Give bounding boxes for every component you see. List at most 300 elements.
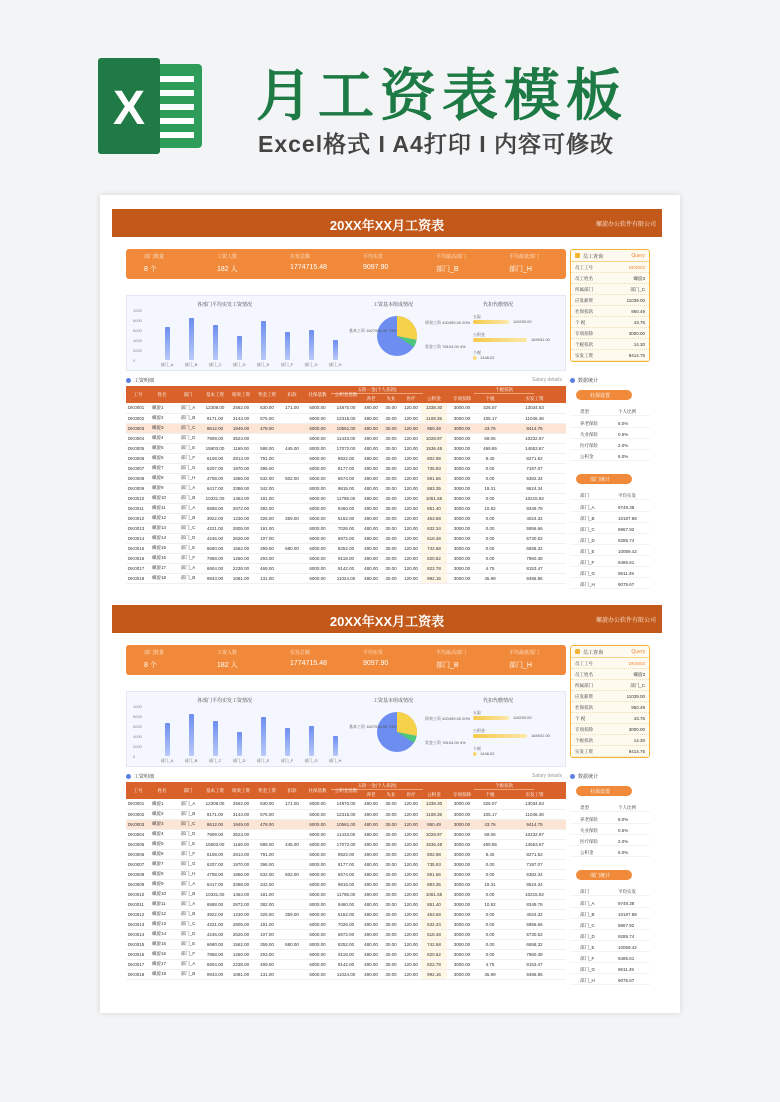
table-cell: 30.00	[381, 493, 401, 503]
table-cell: 部门_A	[174, 503, 202, 513]
company-name: 螺旋办公软件有限公司	[595, 618, 656, 624]
table-cell: 6588.00	[202, 503, 228, 513]
table-row[interactable]	[126, 463, 566, 473]
company-name: 螺旋办公软件有限公司	[595, 222, 656, 228]
table-row[interactable]	[126, 849, 566, 859]
table-row[interactable]	[126, 443, 566, 453]
table-cell: 7026.00	[331, 919, 361, 929]
table-row[interactable]	[126, 919, 566, 929]
table-cell: 591.66	[421, 869, 447, 879]
stat-key: 部门_A	[580, 505, 595, 510]
column-header: 社保基数	[308, 788, 327, 793]
table-row[interactable]	[126, 423, 566, 433]
stat-key: 医疗保险	[580, 839, 598, 844]
list-icon	[126, 774, 131, 779]
table-row[interactable]	[126, 503, 566, 513]
column-header: 失业	[386, 396, 396, 401]
table-cell: 8.40	[477, 453, 503, 463]
table-row[interactable]	[126, 829, 566, 839]
table-cell: 30.00	[381, 473, 401, 483]
table-cell: 3000.00	[447, 513, 477, 523]
table-row[interactable]	[126, 413, 566, 423]
table-row[interactable]	[126, 453, 566, 463]
table-cell: 6108.00	[202, 849, 228, 859]
table-cell: 30.00	[381, 443, 401, 453]
kpi-total: 实发总额 1774715.48	[290, 650, 327, 667]
table-cell: 螺旋11	[150, 899, 174, 909]
withholding-bar	[473, 338, 527, 342]
table-cell: 1108.35	[421, 809, 447, 819]
bar-部门_G	[309, 726, 314, 756]
table-row[interactable]	[126, 929, 566, 939]
table-cell: 120.00	[401, 473, 421, 483]
column-header: 公积金基数	[334, 392, 358, 397]
stat-key: 部门_G	[580, 967, 596, 972]
table-cell: 螺旋3	[150, 819, 174, 829]
query-row	[571, 746, 649, 757]
table-cell	[280, 453, 304, 463]
table-cell: 11024.00	[331, 969, 361, 979]
dept-row	[570, 931, 650, 941]
table-cell: 3000.00	[447, 463, 477, 473]
table-cell: 8271.62	[503, 453, 566, 463]
table-cell: 9171.00	[202, 413, 228, 423]
table-row[interactable]	[126, 433, 566, 443]
table-cell: 680.00	[280, 939, 304, 949]
table-cell: 3000.00	[447, 859, 477, 869]
table-cell: 30.00	[381, 799, 401, 809]
table-cell: 30.00	[381, 929, 401, 939]
table-cell: 6417.00	[202, 483, 228, 493]
table-row[interactable]	[126, 859, 566, 869]
table-cell: 6000.00	[304, 563, 331, 573]
stat-value: 9867.92	[618, 923, 635, 928]
stat-value: 平均实发	[618, 889, 636, 894]
table-cell: 11433.00	[331, 433, 361, 443]
table-row[interactable]	[126, 493, 566, 503]
table-cell: 30.00	[381, 543, 401, 553]
table-cell: 2805.00	[228, 919, 254, 929]
table-cell: 43.76	[477, 423, 503, 433]
table-cell	[280, 919, 304, 929]
pie-label-base: 基本工资 1627096.00 74%	[349, 328, 397, 333]
table-row[interactable]	[126, 533, 566, 543]
table-cell: 6588.00	[202, 899, 228, 909]
table-cell: DK0015	[126, 939, 150, 949]
table-cell: DK0009	[126, 483, 150, 493]
query-value: 950.49	[631, 309, 645, 314]
stat-value: 9285.74	[618, 934, 635, 939]
stat-key: 失业保险	[580, 828, 598, 833]
social-row	[570, 429, 650, 439]
dept-row	[570, 535, 650, 545]
kpi-average: 平均实发 9097.90	[363, 650, 389, 667]
table-cell: 3144.00	[228, 413, 254, 423]
query-value: 螺旋3	[633, 276, 645, 281]
table-row[interactable]	[126, 819, 566, 829]
table-cell: 6000.00	[304, 849, 331, 859]
stat-value: 2.0%	[618, 443, 629, 448]
dept-stats-pill[interactable]: 部门统计	[576, 870, 632, 880]
bar-x-label: 部门_C	[208, 758, 222, 763]
table-cell	[280, 829, 304, 839]
table-cell: 6000.00	[304, 899, 331, 909]
table-cell: 480.00	[361, 819, 381, 829]
group-header-social: 五险一金(个人扣款)	[357, 783, 397, 788]
table-cell: 480.00	[361, 919, 381, 929]
withholding-label: 公积金	[473, 332, 485, 337]
social-row	[570, 418, 650, 428]
table-cell: 120.00	[401, 563, 421, 573]
column-header: 公积金	[427, 792, 441, 797]
table-cell	[280, 563, 304, 573]
table-cell: 10215.92	[503, 889, 566, 899]
table-cell: 120.00	[401, 413, 421, 423]
table-cell: 325.00	[254, 513, 280, 523]
table-cell: 105.17	[477, 413, 503, 423]
table-cell: 螺旋16	[150, 553, 174, 563]
table-cell: 螺旋10	[150, 889, 174, 899]
table-cell: 6000.00	[304, 809, 331, 819]
table-cell: 螺旋4	[150, 433, 174, 443]
table-cell: DK0001	[126, 403, 150, 413]
table-cell: 3000.00	[447, 423, 477, 433]
table-cell: DK0018	[126, 969, 150, 979]
table-cell: 2562.00	[228, 403, 254, 413]
table-cell: 9460.00	[331, 503, 361, 513]
dept-stats-pill[interactable]: 部门统计	[576, 474, 632, 484]
table-cell: DK0014	[126, 533, 150, 543]
query-icon	[575, 253, 580, 258]
query-value: 14.30	[633, 738, 645, 743]
table-row[interactable]	[126, 473, 566, 483]
table-cell: 480.00	[361, 799, 381, 809]
table-cell: 8922.00	[331, 849, 361, 859]
table-cell: 1970.00	[228, 859, 254, 869]
pie-label-performance: 绩效工资 420499.00 20%	[425, 716, 471, 721]
table-cell	[254, 433, 280, 443]
stat-value: 平均实发	[618, 493, 636, 498]
table-cell: 15903.00	[202, 443, 228, 453]
table-row[interactable]	[126, 513, 566, 523]
table-cell: 6904.00	[202, 959, 228, 969]
table-cell: 30.00	[381, 463, 401, 473]
table-cell: 10331.00	[202, 889, 228, 899]
table-cell: 480.00	[361, 523, 381, 533]
stat-value: 10059.42	[618, 945, 637, 950]
table-cell: 3000.00	[447, 869, 477, 879]
table-cell: 30.00	[381, 899, 401, 909]
query-icon	[575, 649, 580, 654]
table-cell: 11433.00	[331, 829, 361, 839]
table-row[interactable]	[126, 839, 566, 849]
dept-row	[570, 942, 650, 952]
table-cell: 30.00	[381, 403, 401, 413]
table-cell: 9943.00	[202, 969, 228, 979]
table-cell: 3000.00	[447, 483, 477, 493]
table-cell: DK0004	[126, 433, 150, 443]
column-header: 奖金工资	[258, 788, 276, 793]
stat-key: 部门_H	[580, 582, 595, 587]
dept-row	[570, 975, 650, 985]
table-cell: 480.00	[361, 543, 381, 553]
table-cell: 12308.00	[202, 403, 228, 413]
stat-value: 10187.88	[618, 912, 637, 917]
table-cell: 120.00	[401, 859, 421, 869]
table-cell: 0.00	[477, 473, 503, 483]
sheet-title: 20XX年XX月工资表	[329, 614, 445, 629]
query-value: 9414.75	[628, 353, 645, 358]
table-row[interactable]	[126, 553, 566, 563]
table-cell: 396.00	[254, 463, 280, 473]
query-row	[571, 724, 649, 735]
table-cell: 8177.00	[331, 463, 361, 473]
query-row	[571, 680, 649, 691]
table-cell: 3000.00	[447, 849, 477, 859]
stat-value: 9485.61	[618, 560, 635, 565]
table-cell: 120.00	[401, 879, 421, 889]
table-cell: 6872.00	[331, 929, 361, 939]
table-row[interactable]	[126, 879, 566, 889]
table-row[interactable]	[126, 969, 566, 979]
table-row[interactable]	[126, 809, 566, 819]
table-row[interactable]	[126, 959, 566, 969]
table-cell: 3000.00	[447, 819, 477, 829]
table-cell: 120.00	[401, 899, 421, 909]
table-cell: 0.00	[477, 493, 503, 503]
table-cell: 0.00	[477, 533, 503, 543]
table-cell	[280, 533, 304, 543]
bar-x-label: 部门_G	[304, 362, 318, 367]
table-row[interactable]	[126, 799, 566, 809]
stats-icon	[570, 378, 575, 383]
query-value: 11039.00	[626, 298, 645, 303]
stat-key: 部门_C	[580, 527, 595, 532]
table-cell: 9171.00	[202, 809, 228, 819]
table-cell: DK0015	[126, 543, 150, 553]
social-row	[570, 451, 650, 461]
table-cell: 5382.34	[503, 473, 566, 483]
table-cell: 8177.00	[331, 859, 361, 869]
table-cell: 6000.00	[304, 433, 331, 443]
table-cell	[280, 573, 304, 583]
table-cell: 9118.00	[331, 949, 361, 959]
table-cell: 480.00	[361, 839, 381, 849]
stat-value: 6.0%	[618, 850, 629, 855]
query-key: 实发工资	[575, 353, 593, 358]
table-cell: 480.00	[361, 443, 381, 453]
withholding-label: 五险	[473, 314, 481, 319]
table-cell: 3000.00	[447, 403, 477, 413]
table-cell	[280, 879, 304, 889]
table-cell	[280, 423, 304, 433]
table-cell: 螺旋17	[150, 959, 174, 969]
query-key: 员工姓名	[575, 672, 593, 677]
table-row[interactable]	[126, 573, 566, 583]
pie-chart-title: 工资基本组成情况	[373, 698, 414, 704]
bar-部门_E	[261, 321, 266, 360]
table-cell: DK0011	[126, 503, 150, 513]
table-cell: DK0007	[126, 859, 150, 869]
table-cell: 螺旋6	[150, 849, 174, 859]
pie-label-performance: 绩效工资 420499.00 20%	[425, 320, 471, 325]
table-cell: 480.00	[361, 889, 381, 899]
table-cell: 5956.66	[503, 523, 566, 533]
table-cell: 120.00	[401, 403, 421, 413]
table-cell: 1562.00	[228, 939, 254, 949]
table-cell: 30.00	[381, 909, 401, 919]
table-cell: 7909.00	[202, 433, 228, 443]
table-cell: DK0002	[126, 413, 150, 423]
bar-y-tick: 1000	[133, 308, 142, 313]
table-cell: 820.62	[421, 553, 447, 563]
table-cell: 30.00	[381, 959, 401, 969]
query-key: 专项扣除	[575, 727, 593, 732]
table-cell: 螺旋2	[150, 809, 174, 819]
table-cell: 1866.00	[228, 473, 254, 483]
table-cell: 181.00	[254, 493, 280, 503]
table-cell: 0.00	[477, 513, 503, 523]
table-cell: 0.00	[477, 859, 503, 869]
table-row[interactable]	[126, 523, 566, 533]
detail-section-tag: Salary details	[532, 377, 563, 383]
stat-value: 8.0%	[618, 421, 629, 426]
dept-row	[570, 964, 650, 974]
table-row[interactable]	[126, 563, 566, 573]
svg-text:X: X	[112, 82, 146, 135]
dept-row	[570, 920, 650, 930]
table-cell: 10331.00	[202, 493, 228, 503]
charts-panel	[126, 691, 566, 767]
table-cell: 6690.00	[202, 939, 228, 949]
stat-key: 医疗保险	[580, 443, 598, 448]
table-cell: 45.99	[477, 969, 503, 979]
table-cell: DK0003	[126, 819, 150, 829]
column-header: 个税	[485, 396, 495, 401]
table-cell: 469.00	[254, 959, 280, 969]
table-cell: 6000.00	[304, 573, 331, 583]
table-cell: 14870.00	[331, 799, 361, 809]
table-row[interactable]	[126, 543, 566, 553]
query-key: 个税扣款	[575, 342, 593, 347]
table-cell: 120.00	[401, 433, 421, 443]
table-row[interactable]	[126, 949, 566, 959]
query-row	[571, 350, 649, 361]
table-cell: 2626.00	[228, 533, 254, 543]
detail-section-title: 工资明细	[126, 773, 154, 780]
column-header: 社保基数	[308, 392, 327, 397]
table-cell: 7858.00	[202, 949, 228, 959]
table-cell: 6000.00	[304, 819, 331, 829]
query-key: 员工工号	[575, 661, 593, 666]
bar-部门_C	[213, 325, 218, 360]
dept-row	[570, 909, 650, 919]
bar-部门_G	[309, 330, 314, 360]
table-cell: 480.00	[361, 413, 381, 423]
dept-header-row	[570, 490, 650, 500]
bar-x-label: 部门_D	[232, 758, 246, 763]
query-row	[571, 691, 649, 702]
bar-chart-title: 各部门平均实发工资情况	[197, 302, 253, 308]
table-cell: 630.00	[254, 799, 280, 809]
table-cell: 8624.34	[503, 483, 566, 493]
table-cell: 6000.00	[304, 949, 331, 959]
table-row[interactable]	[126, 909, 566, 919]
table-row[interactable]	[126, 939, 566, 949]
query-row	[571, 273, 649, 284]
stat-value: 6.0%	[618, 454, 629, 459]
dept-row	[570, 898, 650, 908]
bar-部门_A	[165, 327, 170, 360]
table-cell: 3000.00	[447, 799, 477, 809]
table-cell: 480.00	[361, 929, 381, 939]
bar-部门_D	[237, 336, 242, 360]
stat-key: 部门	[580, 493, 589, 498]
table-cell: 820.62	[421, 949, 447, 959]
table-cell: 6574.00	[331, 869, 361, 879]
table-cell: 120.00	[401, 939, 421, 949]
table-cell: 部门_F	[174, 949, 202, 959]
table-cell: 120.00	[401, 463, 421, 473]
table-row[interactable]	[126, 869, 566, 879]
table-cell: 部门_B	[174, 889, 202, 899]
table-cell: 6000.00	[304, 513, 331, 523]
table-cell: 9460.00	[331, 899, 361, 909]
column-header: 部门	[183, 392, 193, 397]
table-row[interactable]	[126, 899, 566, 909]
table-cell: 3000.00	[447, 543, 477, 553]
social-settings-pill[interactable]: 社保设置	[576, 786, 632, 796]
table-cell: 4024.32	[503, 513, 566, 523]
table-cell: 螺旋9	[150, 483, 174, 493]
table-cell: 30.00	[381, 839, 401, 849]
table-row[interactable]	[126, 403, 566, 413]
table-cell: 131.00	[254, 573, 280, 583]
table-cell: 3000.00	[447, 553, 477, 563]
bar-x-label: 部门_C	[208, 362, 222, 367]
kpi-strip	[126, 645, 566, 675]
table-cell: 螺旋7	[150, 463, 174, 473]
table-cell: 3000.00	[447, 839, 477, 849]
employee-query-panel: 员工查询 Query 员工工号 DK0003 员工姓名 螺旋3 所属部门 部门_C 应发薪资 11039.00 社保扣款 950.49 个 税 43.76 专项扣除 3000.00 个税扣款 14.30 实发工资 9414.75	[570, 645, 650, 758]
stat-value: 9749.38	[618, 505, 635, 510]
table-cell: 3000.00	[447, 443, 477, 453]
table-cell: 9414.75	[503, 819, 566, 829]
kpi-average: 平均实发 9097.90	[363, 254, 389, 271]
table-cell: 1028.97	[421, 433, 447, 443]
table-row[interactable]	[126, 889, 566, 899]
table-cell: 480.00	[361, 513, 381, 523]
table-cell: 30.00	[381, 829, 401, 839]
table-cell: 2814.00	[228, 453, 254, 463]
table-cell: 6000.00	[304, 959, 331, 969]
table-cell: 部门_E	[174, 939, 202, 949]
social-settings-pill[interactable]: 社保设置	[576, 390, 632, 400]
table-cell: 螺旋8	[150, 473, 174, 483]
table-header	[126, 386, 566, 403]
table-cell: 883.35	[421, 879, 447, 889]
table-cell: 8153.47	[503, 959, 566, 969]
column-header: 奖金工资	[258, 392, 276, 397]
table-cell: 6000.00	[304, 869, 331, 879]
table-cell: 532.00	[254, 869, 280, 879]
table-row[interactable]	[126, 483, 566, 493]
table-cell: 120.00	[401, 929, 421, 939]
table-cell: 部门_A	[174, 799, 202, 809]
charts-panel	[126, 295, 566, 371]
withholding-value: 1448.02	[480, 751, 495, 756]
query-row	[571, 713, 649, 724]
